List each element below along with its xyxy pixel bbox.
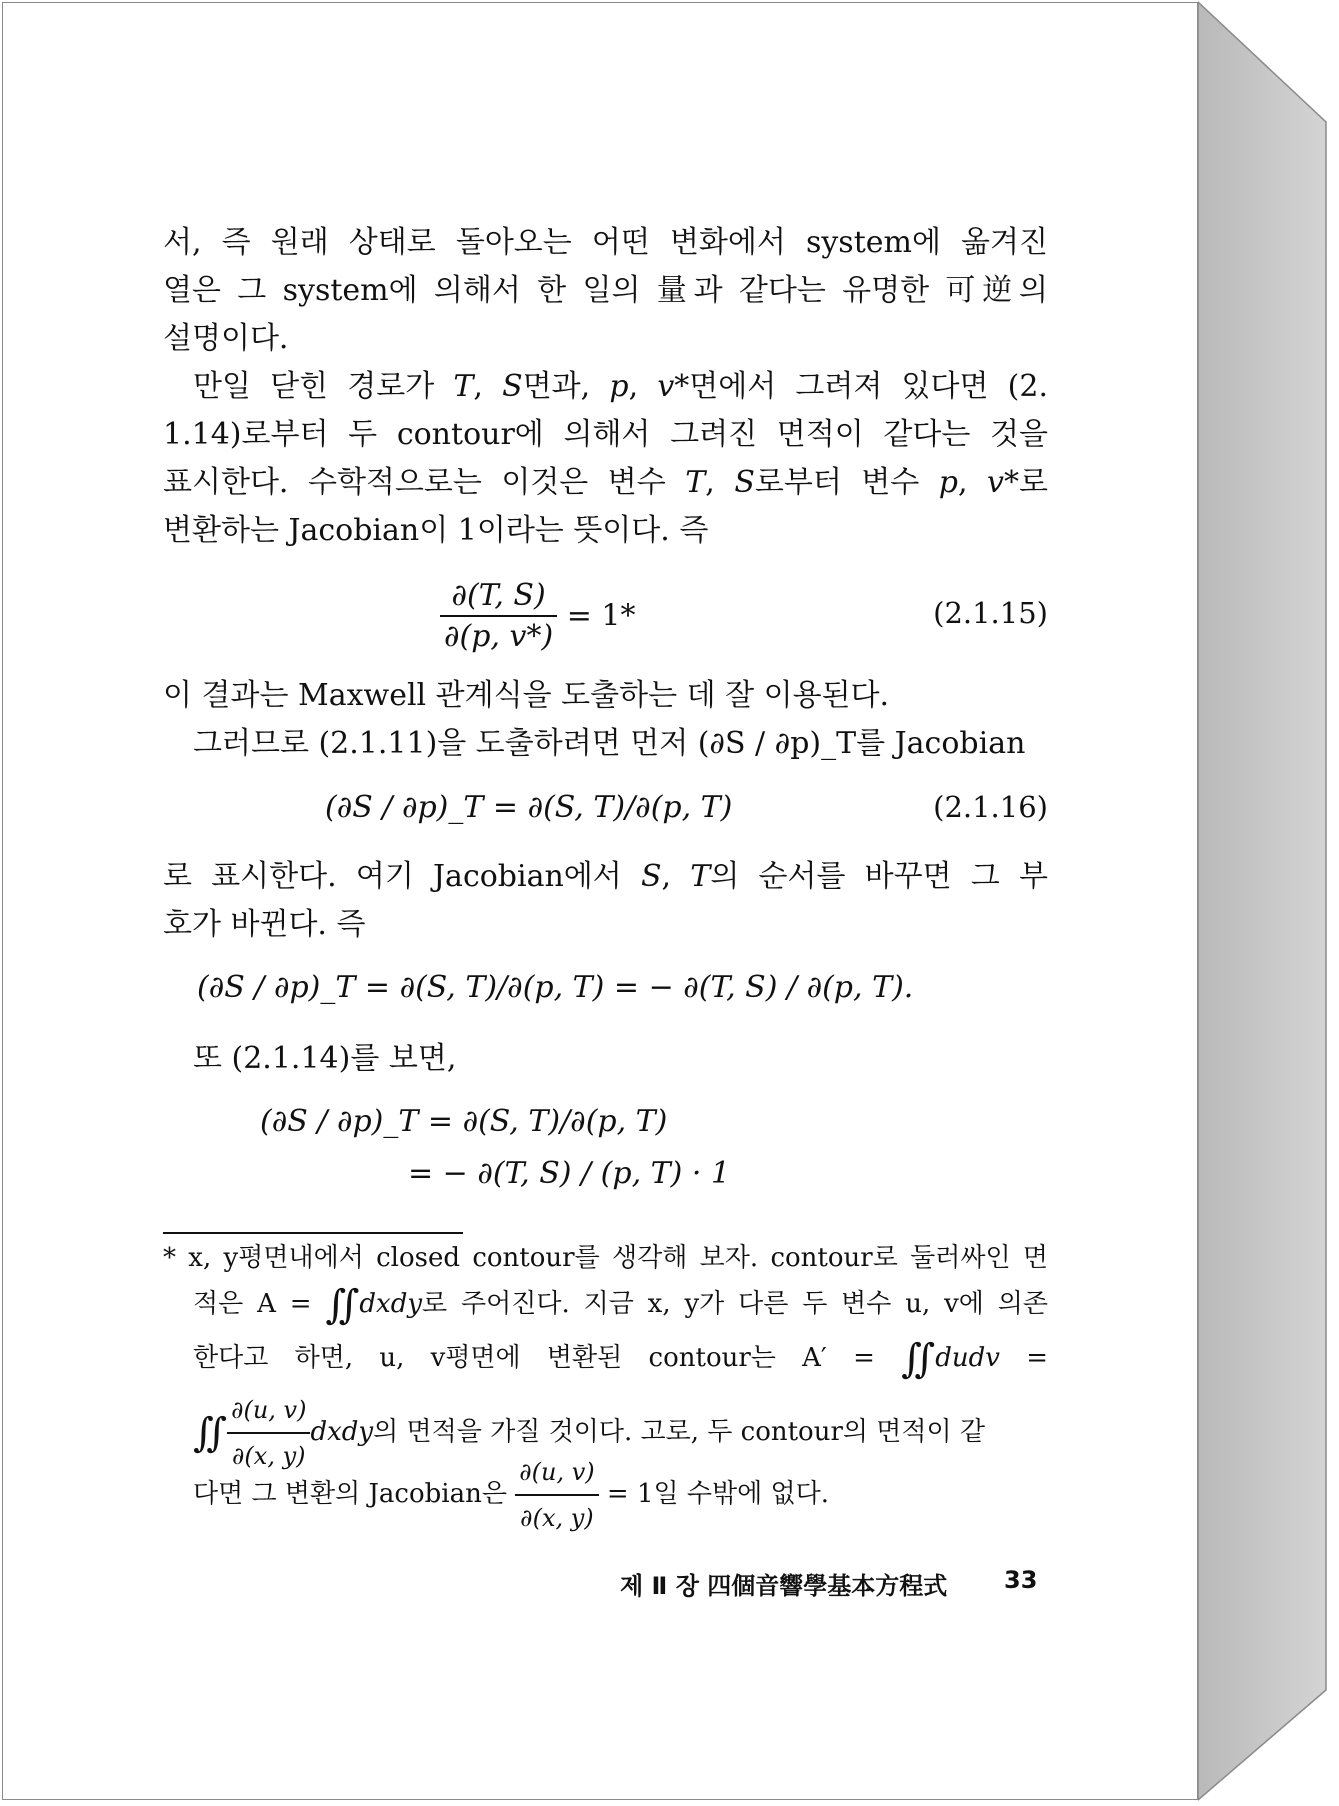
footnote-jacobian-fraction-2: $\frac{\partial(u, v)}{\partial(x, y)}$ [515,1452,598,1538]
equation-number-2-1-16: (2.1.16) [933,790,1048,824]
paragraph-2-line-4: 변환하는 Jacobian이 1이라는 뜻이다. 즉 [163,513,709,548]
paragraph-2-line-1: 만일 닫힌 경로가 T, S면과, p, v*면에서 그려져 있다면 (2. [193,369,1048,404]
paragraph-1-line-1: 서, 즉 원래 상태로 돌아오는 어떤 변화에서 system에 옮겨진 [163,225,1048,260]
paragraph-1-line-3: 설명이다. [163,321,289,356]
equation-2-1-15: $\frac{\partial(T, S)}{\partial(p, v*)}$ = 1* [440,578,635,654]
equation-final-line-1: (∂S / ∂p)_T = ∂(S, T)/∂(p, T) [260,1104,668,1139]
footnote-jacobian-fraction-1: $\frac{\partial(u, v)}{\partial(x, y)}$ [227,1390,310,1476]
footnote-line-4: ∬ $\frac{\partial(u, v)}{\partial(x, y)}$ dxdy의 면적을 가질 것이다. 고로, 두 contour의 면적이 같 [193,1390,1048,1476]
jacobian-fraction: $\frac{\partial(T, S)}{\partial(p, v*)}$ [440,578,557,654]
equation-2-1-16: (∂S / ∂p)_T = ∂(S, T)/∂(p, T) [325,790,733,825]
footnote-line-2: 적은 A = ∬dxdy로 주어진다. 지금 x, y가 다른 두 변수 u, v에 의존 [193,1282,1048,1328]
equation-final-line-2: = − ∂(T, S) / (p, T) · 1 [408,1156,731,1191]
paragraph-5-line-1: 또 (2.1.14)를 보면, [193,1041,457,1076]
footnote-line-5: 다면 그 변환의 Jacobian은 $\frac{\partial(u, v)}{\partial(x, y)}$ = 1일 수밖에 없다. [193,1452,1048,1538]
paragraph-2-line-2: 1.14)로부터 두 contour에 의해서 그려진 면적이 같다는 것을 [163,417,1048,452]
paragraph-4-line-1: 로 표시한다. 여기 Jacobian에서 S, T의 순서를 바꾸면 그 부 [163,859,1048,894]
footnote-rule [163,1232,463,1234]
footnote-line-3: 한다고 하면, u, v평면에 변환된 contour는 A′ = ∬dudv = [193,1336,1048,1382]
paragraph-2-line-3: 표시한다. 수학적으로는 이것은 변수 T, S로부터 변수 p, v*로 [163,465,1048,500]
paragraph-4-line-2: 호가 바뀐다. 즉 [163,907,366,942]
equation-number-2-1-15: (2.1.15) [933,596,1048,630]
footnote-line-1: * x, y평면내에서 closed contour를 생각해 보자. contour로 둘러싸인 면 [163,1243,1048,1273]
paragraph-3-line-2: 그러므로 (2.1.11)을 도출하려면 먼저 (∂S / ∂p)_T를 Jacobian [193,726,1026,761]
running-footer-chapter: 제 Ⅱ 장 四個音響學基本方程式 [620,1572,948,1600]
equation-order-swap: (∂S / ∂p)_T = ∂(S, T)/∂(p, T) = − ∂(T, S) / ∂(p, T). [197,970,914,1005]
page-number: 33 [1004,1566,1038,1594]
page-edge-shadow [1198,0,1339,1806]
paragraph-1-line-2: 열은 그 system에 의해서 한 일의 量과 같다는 유명한 可逆의 [163,273,1048,308]
paragraph-3-line-1: 이 결과는 Maxwell 관계식을 도출하는 데 잘 이용된다. [163,678,890,713]
